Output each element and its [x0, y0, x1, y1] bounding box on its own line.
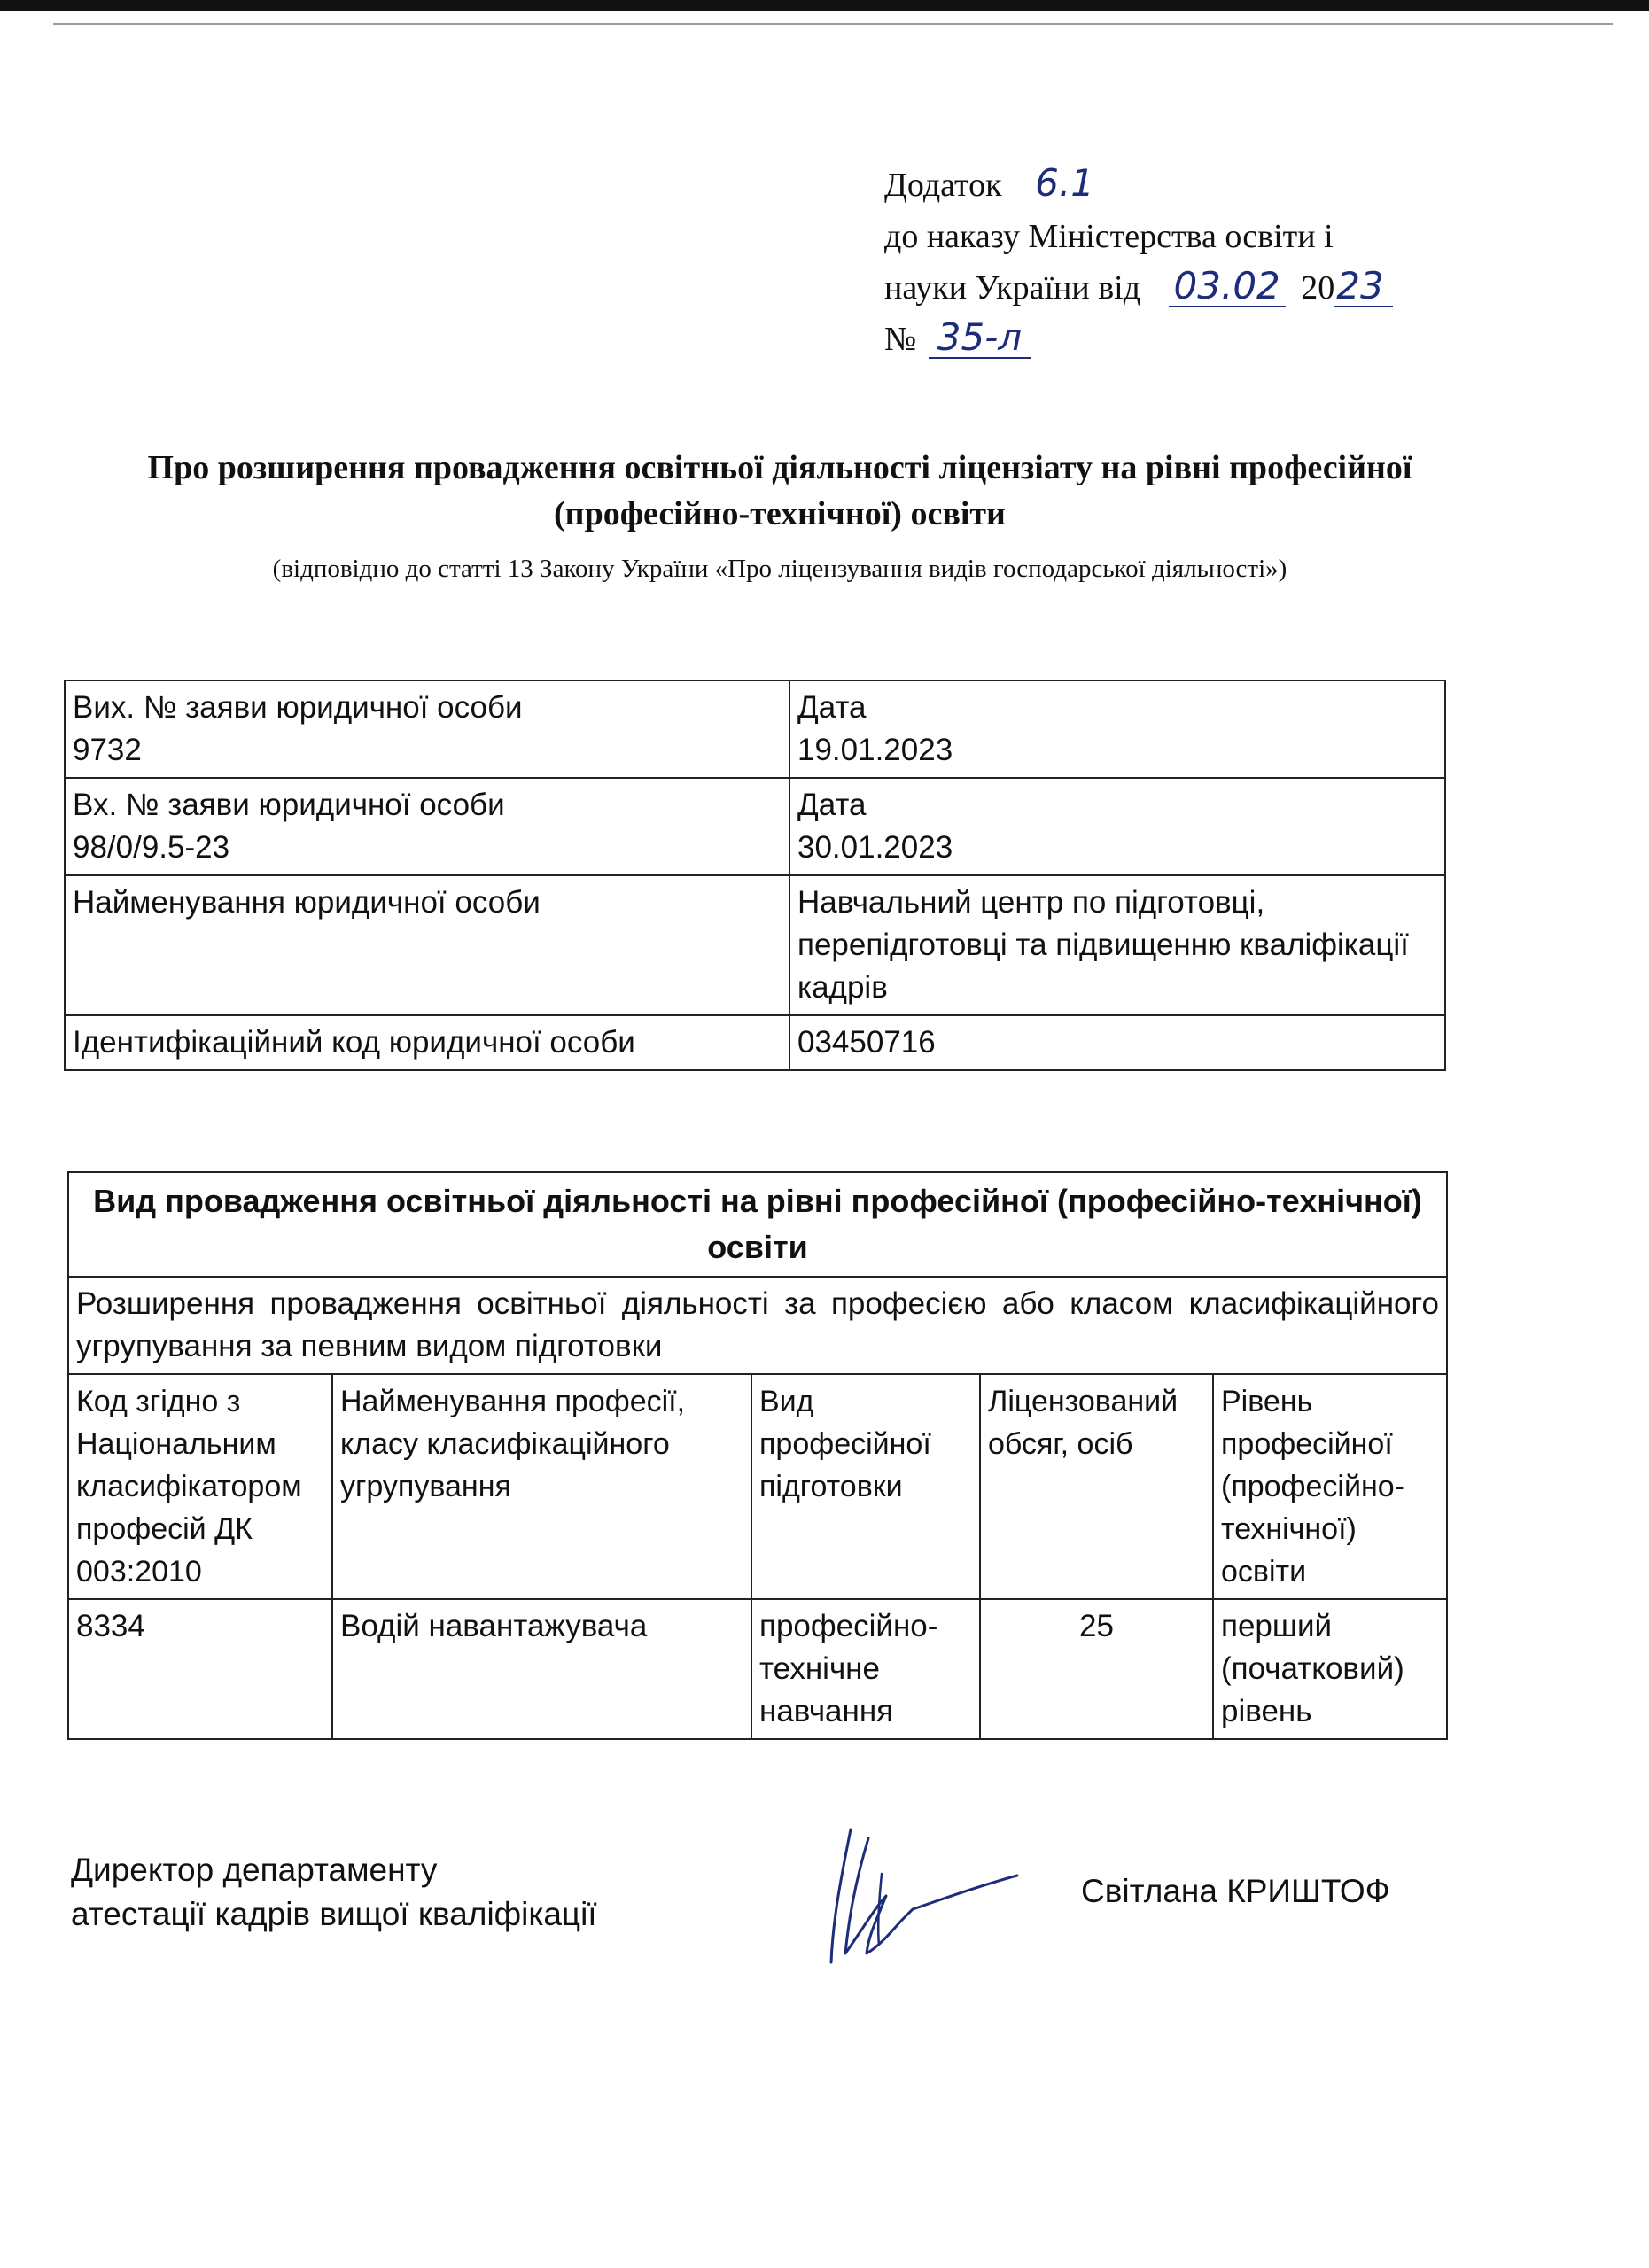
activity-table [67, 1171, 1448, 1740]
order-date: 03.02 [1169, 267, 1286, 307]
cell-value: 9732 [73, 733, 142, 767]
document-title: Про розширення провадження освітньої діяльності ліцензіату на рівні професійної (професійно-технічної) освіти [147, 449, 1412, 532]
scan-border-top [0, 0, 1649, 11]
column-header: Код згідно з Національним класифікатором професій ДК 003:2010 [68, 1374, 332, 1599]
table-row [65, 875, 1445, 1015]
appendix-line-4 [884, 314, 1451, 365]
appendix-line-2: до наказу Міністерства освіти і [884, 218, 1334, 255]
position-line-1: Директор департаменту [71, 1852, 438, 1888]
signatory-name: Світлана КРИШТОФ [1081, 1873, 1390, 1909]
order-year: 23 [1334, 267, 1392, 307]
cell-value: 98/0/9.5-23 [73, 830, 230, 865]
appendix-line-3 [884, 262, 1451, 314]
cell-label: Вх. № заяви юридичної особи [73, 788, 505, 822]
cell-label: Дата [797, 690, 867, 725]
cell-type: професійно-технічне навчання [751, 1599, 980, 1739]
table-cell [789, 680, 1445, 778]
order-no-label: № [884, 321, 917, 358]
appendix-number: 6.1 [1035, 161, 1094, 205]
cell-value: 19.01.2023 [797, 733, 953, 767]
order-number: 35-л [929, 318, 1031, 359]
cell-level: перший (початковий) рівень [1213, 1599, 1447, 1739]
cell-name: Водій навантажувача [332, 1599, 751, 1739]
table-subheader-row [68, 1277, 1447, 1374]
appendix-line-1 [884, 158, 1451, 211]
applicant-table [64, 680, 1446, 1071]
column-header: Рівень професійної (професійно-технічної) освіти [1213, 1374, 1447, 1599]
table-cell: Навчальний центр по підготовці, перепідготовці та підвищенню кваліфікації кадрів [789, 875, 1445, 1015]
order-century: 20 [1301, 269, 1335, 307]
position-line-2: атестації кадрів вищої кваліфікації [71, 1896, 597, 1932]
appendix-label: Додаток [884, 167, 1002, 204]
table-cell: Найменування юридичної особи [65, 875, 789, 1015]
signatory-position [71, 1848, 597, 1937]
cell-label: Вих. № заяви юридичної особи [73, 690, 523, 725]
table-cell [789, 778, 1445, 875]
table-cell [65, 680, 789, 778]
table-row [65, 680, 1445, 778]
table-subheader: Розширення провадження освітньої діяльності за професією або класом класифікаційного угрупування за певним видом підготовки [68, 1277, 1447, 1374]
cell-code: 8334 [68, 1599, 332, 1739]
cell-value: 30.01.2023 [797, 830, 953, 865]
table-header: Вид провадження освітньої діяльності на рівні професійної (професійно-технічної) освіти [68, 1172, 1447, 1277]
column-header: Вид професійної підготовки [751, 1374, 980, 1599]
appendix-block [884, 158, 1451, 365]
handwritten-signature [815, 1821, 1028, 1971]
scan-border-line [53, 23, 1613, 25]
table-cell: 03450716 [789, 1015, 1445, 1070]
table-cell: Ідентифікаційний код юридичної особи [65, 1015, 789, 1070]
appendix-line-3-text: науки України від [884, 269, 1141, 307]
table-row [68, 1599, 1447, 1739]
table-row [65, 1015, 1445, 1070]
column-header: Ліцензований обсяг, осіб [980, 1374, 1213, 1599]
cell-volume: 25 [980, 1599, 1213, 1739]
document-subtitle: (відповідно до статті 13 Закону України «Про ліцензування видів господарської діяльності») [272, 555, 1287, 583]
column-header-row [68, 1374, 1447, 1599]
table-cell [65, 778, 789, 875]
column-header: Найменування професії, класу класифікаційного угрупування [332, 1374, 751, 1599]
cell-label: Дата [797, 788, 867, 822]
table-header-row [68, 1172, 1447, 1277]
table-row [65, 778, 1445, 875]
